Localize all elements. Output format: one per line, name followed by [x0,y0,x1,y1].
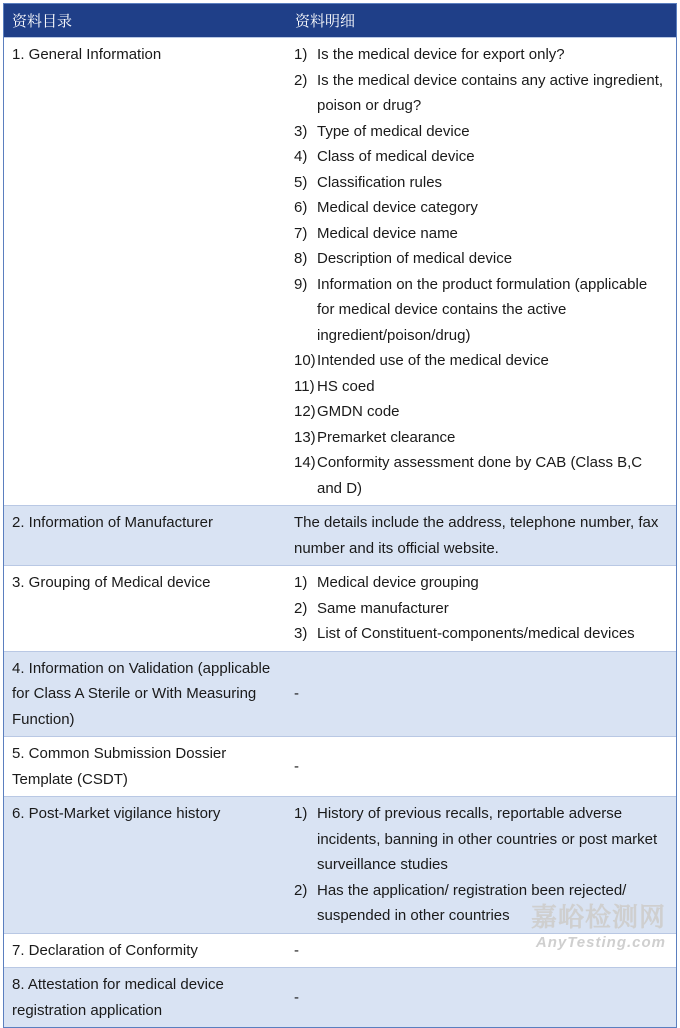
row-details: - [294,685,299,702]
list-item: 10) Intended use of the medical device [294,352,549,369]
watermark-en: AnyTesting.com [535,934,666,951]
list-item: 8) Description of medical device [294,250,513,267]
list-item: 7) Medical device name [294,224,458,242]
list-item: 12) GMDN code [294,403,400,420]
list-item: 1) Is the medical device for export only? [294,46,565,63]
row-details: - [294,941,299,959]
table-row [4,565,676,651]
row-title: 4. Information on Validation (applicable for Class A Sterile or With Measuring Function) [12,659,271,728]
list-item: 2) Same manufacturer [294,599,449,617]
list-item: 1) History of previous recalls, reportable adverse incidents, banning in other countries or post market surveillance studies [294,805,658,873]
list-item: 6) Medical device category [294,199,478,216]
requirements-table [3,3,677,1028]
row-title: 1. General Information [12,46,162,63]
row-details [287,38,676,505]
row-title: 6. Post-Market vigilance history [12,805,221,822]
header-col-details: 资料明细 [295,13,356,30]
row-details: The details include the address, telephone number, fax number and its official website. [294,514,659,557]
row-title: 7. Declaration of Conformity [12,941,198,959]
list-item: 4) Class of medical device [294,148,475,165]
row-title: 2. Information of Manufacturer [12,514,213,531]
row-title: 8. Attestation for medical device registration application [12,976,224,1019]
list-item: 11) HS coed [294,377,375,395]
table-row [4,505,676,565]
list-item: 9) Information on the product formulation (applicable for medical device contains the active ingredient/poison/drug) [294,275,648,344]
row-details: - [294,988,299,1006]
list-item: 13) Premarket clearance [294,428,456,446]
row-details [287,566,676,651]
table-row [4,736,676,796]
table-header [4,4,676,37]
row-title: 3. Grouping of Medical device [12,574,211,591]
table-row [4,37,676,505]
table-row [4,933,676,968]
row-details: - [294,757,299,775]
list-item: 1) Medical device grouping [294,574,479,591]
list-item: 3) List of Constituent-components/medical devices [294,625,635,642]
watermark-cn: 嘉峪检测网 [530,902,666,932]
list-item: 3) Type of medical device [294,122,470,140]
table-row [4,967,676,1027]
row-title: 5. Common Submission Dossier Template (CSDT) [12,745,227,788]
list-item: 5) Classification rules [294,173,443,191]
header-col-catalog: 资料目录 [12,13,73,30]
list-item: 14) Conformity assessment done by CAB (Class B,C and D) [294,454,643,497]
list-item: 2) Is the medical device contains any active ingredient, poison or drug? [294,71,664,114]
table-row [4,651,676,737]
row-details [287,797,676,933]
table-row [4,796,676,933]
list-item: 2) Has the application/ registration been rejected/ suspended in other countries [294,881,627,924]
